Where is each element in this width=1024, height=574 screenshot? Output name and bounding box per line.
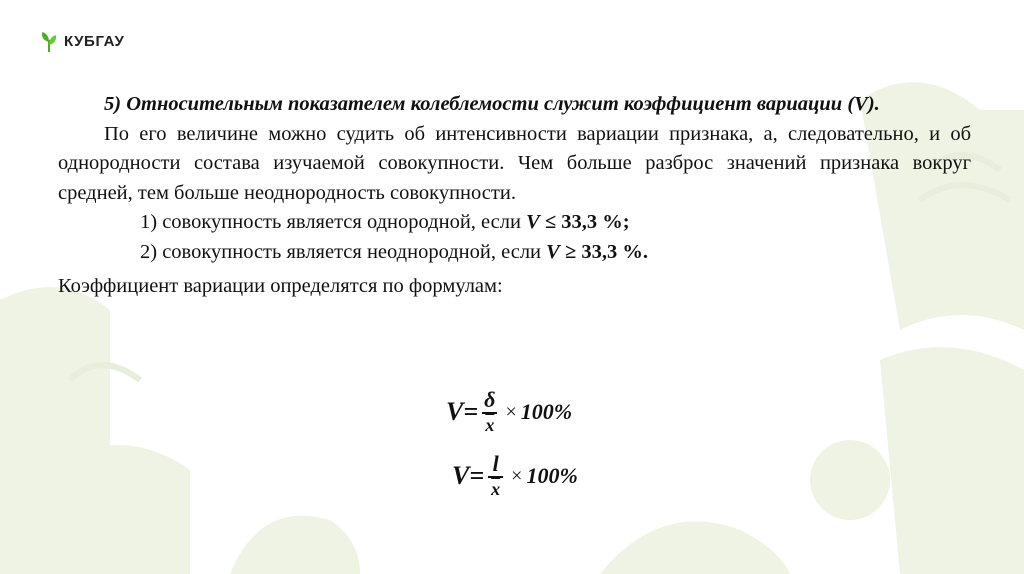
fraction [488,452,503,500]
list-item [58,208,971,238]
times-sign: × [511,464,523,487]
formula-intro: Коэффициент вариации определятся по формулам: [58,275,503,297]
formula-rhs: 100% [520,399,573,424]
times-sign: × [505,400,517,423]
formula-2 [452,452,578,500]
fraction-denominator: x [488,476,503,500]
formula-1 [446,388,572,436]
fraction [482,388,497,436]
leaf-icon [40,30,58,52]
fraction-denominator: x [482,412,497,436]
formula-lhs: V= [452,461,485,490]
list-item-text: 2) совокупность является неоднородной, если [140,240,547,263]
formula-rhs: 100% [526,463,578,488]
formula-lhs: V= [446,397,479,426]
body-paragraph: По его величине можно судить об интенсивности вариации признака, а, следовательно, и об однородности состава изучаемой совокупности. Чем больше разброс значений признака вокруг средней, тем больше неоднородность совокупности. [58,122,971,204]
logo [40,30,124,52]
list-item-text: 1) совокупность является однородной, если [140,211,527,233]
list-item-condition: V ≤ 33,3 %; [526,211,630,233]
list-item-condition: V ≥ 33,3 %. [546,240,648,263]
slide-content [58,90,971,302]
list-item [58,238,971,268]
logo-text: КУБГАУ [64,32,125,50]
fraction-numerator: l [492,451,499,476]
section-heading: 5) Относительным показателем колеблемости служит коэффициент вариации (V). [104,93,880,115]
fraction-numerator: δ [484,387,496,412]
